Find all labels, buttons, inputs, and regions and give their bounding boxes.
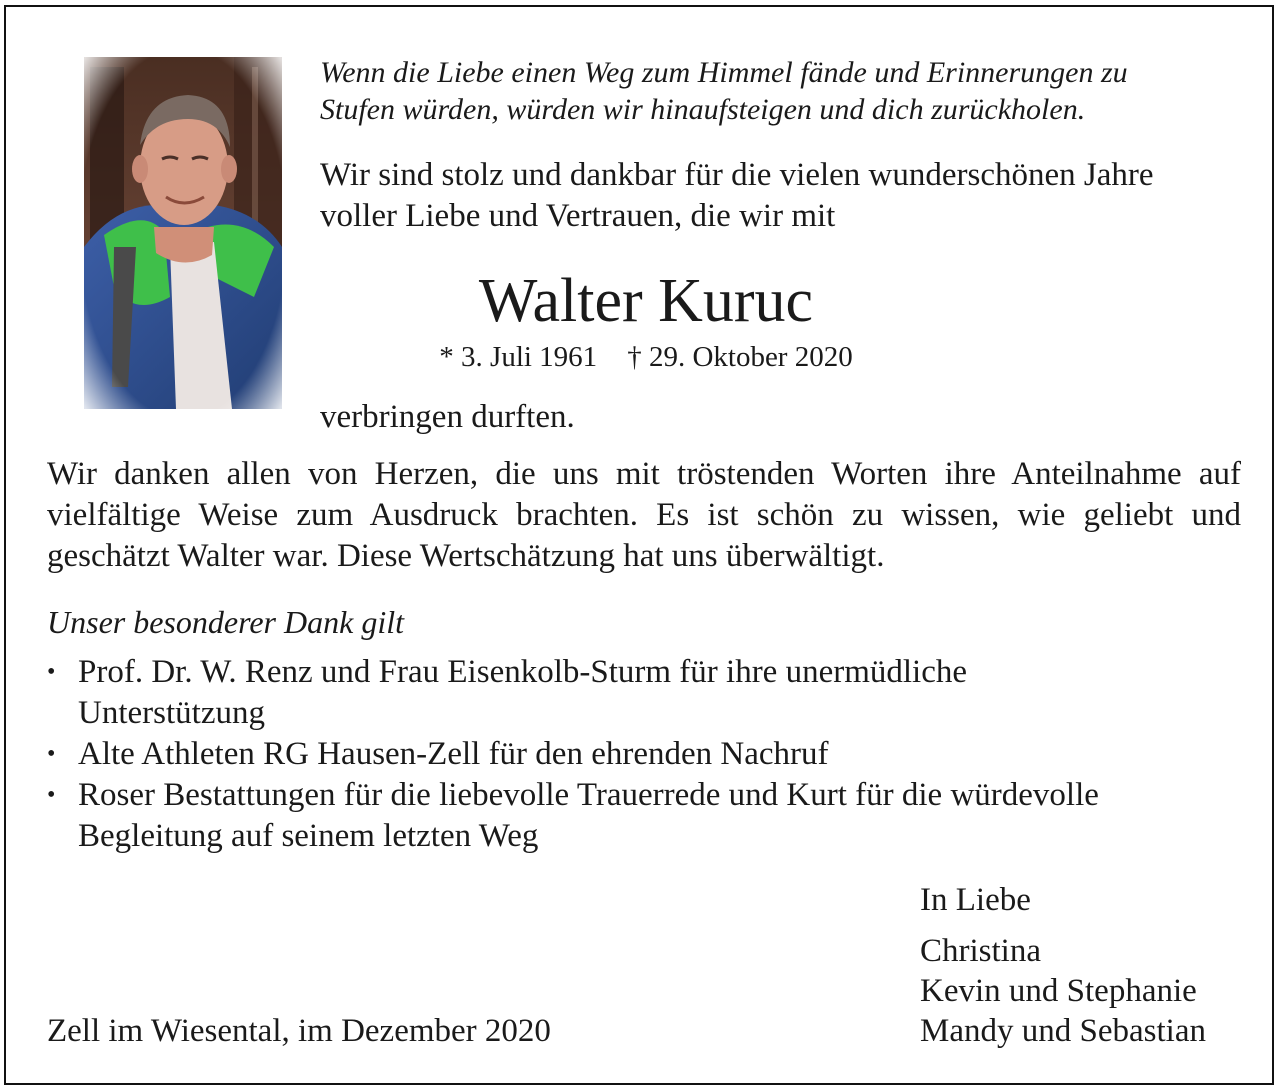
list-item [47,775,1247,857]
obituary-frame [4,5,1274,1085]
bullet-icon: • [47,741,56,767]
list-item-line: Unterstützung [78,695,265,731]
portrait-illustration [84,57,282,409]
quote-line: Stufen würden, würden wir hinaufsteigen und dich zurückholen. [320,93,1086,126]
list-item-line: Roser Bestattungen für die liebevolle Trauerrede und Kurt für die würdevolle [78,777,1099,813]
intro-line: voller Liebe und Vertrauen, die wir mit [320,198,836,234]
birth-date: * 3. Juli 1961 [439,341,598,373]
place-date: Zell im Wiesental, im Dezember 2020 [47,1013,551,1049]
intro-line: Wir sind stolz und dankbar für die vielen wunderschönen Jahre [320,157,1154,193]
special-thanks-heading: Unser besonderer Dank gilt [47,604,404,640]
thanks-line: Wir danken allen von Herzen, die uns mit tröstenden Worten ihre Anteilnahme auf [47,456,1241,492]
life-dates [386,339,906,375]
portrait-photo [84,57,282,409]
thanks-paragraph [47,454,1241,577]
signer-name: Kevin und Stephanie [920,973,1197,1009]
quote-line: Wenn die Liebe einen Weg zum Himmel fände und Erinnerungen zu [320,56,1128,89]
list-item-line: Begleitung auf seinem letzten Weg [78,818,539,854]
signers-list [920,931,1206,1051]
deceased-name: Walter Kuruc [478,267,814,335]
special-thanks-list [47,652,1247,857]
signer-name: Christina [920,933,1041,969]
obituary-content [6,7,1272,1083]
thanks-line: geschätzt Walter war. Diese Wertschätzung hat uns überwältigt. [47,538,885,574]
bullet-icon: • [47,659,56,685]
list-item [47,734,1247,775]
intro-continuation: verbringen durften. [320,399,575,435]
list-item-line: Alte Athleten RG Hausen-Zell für den ehrenden Nachruf [78,736,829,772]
list-item-line: Prof. Dr. W. Renz und Frau Eisenkolb-Sturm für ihre unermüdliche [78,654,968,690]
thanks-line: vielfältige Weise zum Ausdruck brachten. Es ist schön zu wissen, wie geliebt und [47,497,1241,533]
bullet-icon: • [47,782,56,808]
signer-name: Mandy und Sebastian [920,1013,1206,1049]
memorial-quote [320,54,1240,128]
intro-text [320,155,1260,237]
death-date: † 29. Oktober 2020 [627,341,853,373]
closing-phrase: In Liebe [920,882,1031,918]
list-item [47,652,1247,734]
